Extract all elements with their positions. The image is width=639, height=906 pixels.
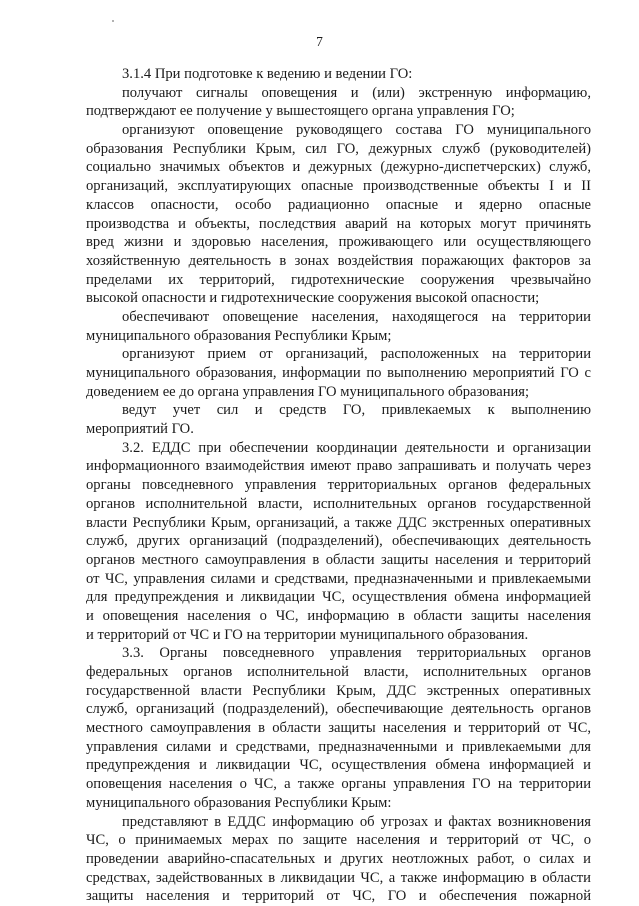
text-line: управления силами и средствами, предназначенными и привлекаемыми для bbox=[86, 738, 591, 755]
text-line: и территорий от ЧС и ГО на территории муниципального образования. bbox=[86, 626, 529, 643]
text-line: служб, других организаций (подразделений), обеспечивающих деятельность bbox=[86, 533, 591, 550]
text-line: хозяйственную деятельность в зонах воздействия поражающих факторов за bbox=[86, 252, 591, 269]
text-line: средствах, задействованных в ликвидации ЧС, а также информацию в области bbox=[86, 869, 591, 886]
text-line: власти Республики Крым, организаций, а также ДДС экстренных оперативных bbox=[86, 514, 591, 531]
text-line: организуют прием от организаций, расположенных на территории bbox=[122, 346, 591, 363]
text-line: для предупреждения и ликвидации ЧС, осуществления обмена информацией bbox=[86, 589, 591, 606]
text-line: образования Республики Крым, сил ГО, дежурных служб (руководителей) bbox=[86, 140, 591, 157]
text-line: организаций, эксплуатирующих опасные производственные объекты I и II bbox=[86, 178, 591, 195]
text-line: органов местного самоуправления в области защиты населения и территорий bbox=[86, 551, 591, 568]
text-line: обеспечивают оповещение населения, находящегося на территории bbox=[122, 308, 591, 325]
scan-speck bbox=[112, 20, 114, 22]
text-line: предупреждения и ликвидации ЧС, осуществления обмена информацией и bbox=[86, 757, 591, 774]
text-line: служб, организаций (подразделений), обеспечивающие деятельность органов bbox=[86, 701, 591, 718]
text-line: информационного взаимодействия имеют право запрашивать и получать через bbox=[86, 458, 591, 475]
text-line: местного самоуправления в области защиты населения и территорий от ЧС, bbox=[86, 720, 591, 737]
text-line: представляют в ЕДДС информацию об угрозах и фактах возникновения bbox=[122, 813, 591, 830]
text-line: муниципального образования Республики Крым; bbox=[86, 327, 392, 344]
text-line: подтверждают ее получение у вышестоящего органа управления ГО; bbox=[86, 103, 515, 120]
text-line: вред жизни и здоровью населения, проживающего или осуществляющего bbox=[86, 234, 591, 251]
text-line: доведением ее до органа управления ГО муниципального образования; bbox=[86, 383, 530, 400]
text-line: органы повседневного управления территориальных органов федеральных bbox=[86, 477, 591, 494]
text-line: органов исполнительной власти, исполнительных органов государственной bbox=[86, 495, 591, 512]
text-line: социально значимых объектов и дежурных (дежурно-диспетчерских) служб, bbox=[86, 159, 591, 176]
text-line: классов опасности, особо радиационно опасные и ядерно опасные bbox=[86, 196, 591, 213]
text-line: получают сигналы оповещения и (или) экстренную информацию, bbox=[122, 84, 591, 101]
text-line: муниципального образования, информации по выполнению мероприятий ГО с bbox=[86, 365, 591, 381]
text-line: ЧС, о принимаемых мерах по защите населения и территорий от ЧС, о bbox=[86, 832, 591, 849]
text-line: высокой опасности и гидротехнические сооружения высокой опасности; bbox=[86, 290, 540, 307]
text-line: от ЧС, управления силами и средствами, предназначенными и привлекаемыми bbox=[86, 570, 591, 587]
text-line: производства и объекты, последствия аварий на которых могут причинять bbox=[86, 215, 591, 232]
text-line: мероприятий ГО. bbox=[86, 421, 194, 438]
text-line: пределами их территорий, гидротехнические сооружения чрезвычайно bbox=[86, 271, 591, 288]
text-line: и оповещения населения о ЧС, информацию в области защиты населения bbox=[86, 607, 591, 624]
text-line: федеральных органов исполнительной власти, исполнительных органов bbox=[86, 664, 591, 680]
text-line: муниципального образования Республики Крым: bbox=[86, 794, 392, 811]
text-line: организуют оповещение руководящего состава ГО муниципального bbox=[122, 122, 591, 139]
text-line: защиты населения и территорий от ЧС, ГО и обеспечения пожарной bbox=[86, 888, 591, 905]
page-number: 7 bbox=[316, 34, 323, 49]
text-line: 3.1.4 При подготовке к ведению и ведении ГО: bbox=[122, 66, 413, 82]
text-line: ведут учет сил и средств ГО, привлекаемых к выполнению bbox=[122, 402, 591, 419]
text-line: 3.2. ЕДДС при обеспечении координации деятельности и организации bbox=[122, 439, 591, 456]
text-line: 3.3. Органы повседневного управления территориальных органов bbox=[122, 645, 591, 662]
text-line: проведении аварийно-спасательных и других неотложных работ, о силах и bbox=[86, 850, 591, 867]
text-line: оповещения населения о ЧС, а также органы управления ГО на территории bbox=[86, 776, 591, 793]
body-text bbox=[86, 65, 591, 906]
text-line: государственной власти Республики Крым, ДДС экстренных оперативных bbox=[86, 682, 591, 699]
